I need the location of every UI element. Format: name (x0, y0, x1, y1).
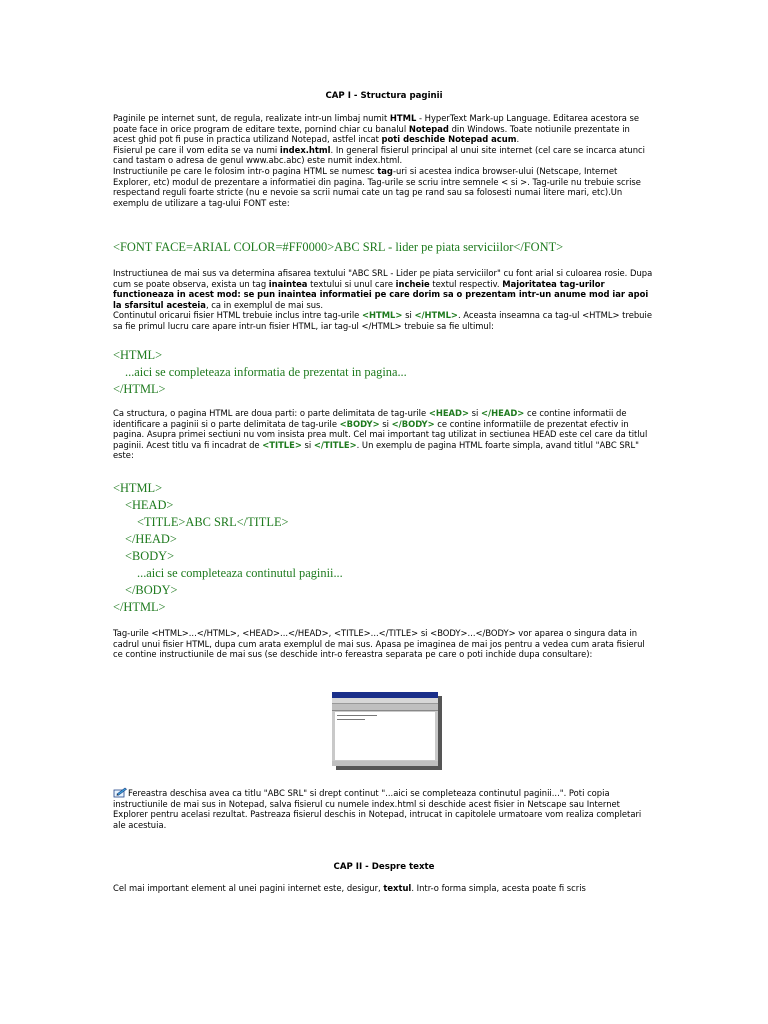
browser-screenshot-thumbnail[interactable] (332, 692, 438, 766)
paragraph-intro: Paginile pe internet sunt, de regula, realizate intr-un limbaj numit HTML - HyperText Mark-up Language. Editarea acestora se poate face in orice program de editare texte, pornind chiar cu banalul Notepad din Windows. Toate notiunile prezentate in acest ghid pot fi puse in practica utilizand Notepad, astfel incat poti deschide Notepad acum. Fisierul pe care il vom edita se va numi index.html. In general fisierul principal al unui site internet (cel care se incarca atunci cand tastam o adresa de genul www.abc.abc) este numit index.html. Instructiunile pe care le folosim intr-o pagina HTML se numesc tag-uri si acestea indica browser-ului (Netscape, Internet Explorer, etc) modul de prezentare a informatiei din pagina. Tag-urile se scriu intre semnele < si >. Tag-urile nu trebuie scrise respectand reguli foarte stricte (nu e nevoie sa scrii numai cate un tag pe rand sau sa folosesti numai litere mari, etc).Un exemplu de utilizare a tag-ului FONT este: (113, 113, 655, 208)
chapter-2-title: CAP II - Despre texte (333, 862, 435, 872)
font-tag-example: <FONT FACE=ARIAL COLOR=#FF0000>ABC SRL - lider pe piata serviciilor</FONT> (113, 240, 564, 254)
paragraph-result: Fereastra deschisa avea ca titlu "ABC SRL" si drept continut "...aici se completeaza continutul paginii...". Poti copia instructiunile de mai sus in Notepad, salva fisierul cu numele index.html si deschide acest fisier in Netscape sau Internet Explorer pentru acelasi rezultat. Pastreaza fisierul deschis in Notepad, intrucat in capitolele urmatoare vom realiza completari ale acestuia. (113, 788, 642, 830)
chapter-1-title: CAP I - Structura paginii (325, 91, 443, 101)
paragraph-tags: Instructiunile pe care le folosim intr-o pagina HTML se numesc tag-uri si acestea indica browser-ului (Netscape, Internet Explorer, etc) modul de prezentare a informatiei din pagina. Tag-urile se scriu intre semnele < si >. Tag-urile nu trebuie scrise respectand reguli foarte stricte (nu e nevoie sa scrii numai cate un tag pe rand sau sa folosesti numai litere mari, etc).Un exemplu de utilizare a tag-ului FONT este: (113, 165, 641, 208)
paragraph-structure: Ca structura, o pagina HTML are doua parti: o parte delimitata de tag-urile <HEAD> si </HEAD> ce contine informatii de identificare a paginii si o parte delimitata de tag-urile <BODY> si </BODY> ce contine informatiile de prezentat efectiv in pagina. Asupra primei sectiuni nu vom insista prea mult. Cel mai important tag utilizat in sectiunea HEAD este cel care da titlul paginii. Acest titlu va fi incadrat de <TITLE> si </TITLE>. Un exemplu de pagina HTML foarte simpla, avand titlul "ABC SRL" este: (113, 408, 648, 461)
paragraph-tags-once: Tag-urile <HTML>...</HTML>, <HEAD>...</HEAD>, <TITLE>...</TITLE> si <BODY>...</BODY> vor aparea o singura data in cadrul unui fisier HTML, dupa cum arata exemplul de mai sus. Apasa pe imaginea de mai jos pentru a vedea cum arata fisierul ce contine instructiunile de mai sus (se deschide intr-o fereastra separata pe care o poti inchide dupa consultare): (113, 628, 645, 660)
note-pencil-icon[interactable] (113, 787, 127, 798)
paragraph-html-tags: Continutul oricarui fisier HTML trebuie inclus intre tag-urile <HTML> si </HTML>. Aceasta inseamna ca tag-ul <HTML> trebuie sa fie primul lucru care apare intr-un fisier HTML, iar tag-ul </HTML> trebuie sa fie ultimul: (113, 310, 652, 331)
paragraph-font-explanation: Instructiunea de mai sus va determina afisarea textului "ABC SRL - Lider pe piata serviciilor" cu font arial si culoarea rosie. Dupa cum se poate observa, exista un tag inaintea textului si unul care incheie textul respectiv. Majoritatea tag-urilor functioneaza in acest mod: se pun inaintea informatiei pe care dorim sa o prezentam intr-un anume mod iar apoi la sfarsitul acesteia, ca in exemplul de mai sus. Continutul oricarui fisier HTML trebuie inclus intre tag-urile <HTML> si </HTML>. Aceasta inseamna ca tag-ul <HTML> trebuie sa fie primul lucru care apare intr-un fisier HTML, iar tag-ul </HTML> trebuie sa fie ultimul: (113, 268, 655, 332)
code-example-1: <HTML> ...aici se completeaza informatia de prezentat in pagina... </HTML> (113, 348, 407, 396)
paragraph-texts: Cel mai important element al unei pagini internet este, desigur, textul. Intr-o forma simpla, acesta poate fi scris (113, 883, 586, 893)
code-example-2: <HTML> <HEAD> <TITLE>ABC SRL</TITLE> </HEAD> <BODY> ...aici se completeaza continutul paginii... </BODY> </HTML> (113, 481, 343, 614)
paragraph-index-file: Fisierul pe care il vom edita se va numi index.html. In general fisierul principal al unui site internet (cel care se incarca atunci cand tastam o adresa de genul www.abc.abc) este numit index.html. (113, 144, 645, 166)
